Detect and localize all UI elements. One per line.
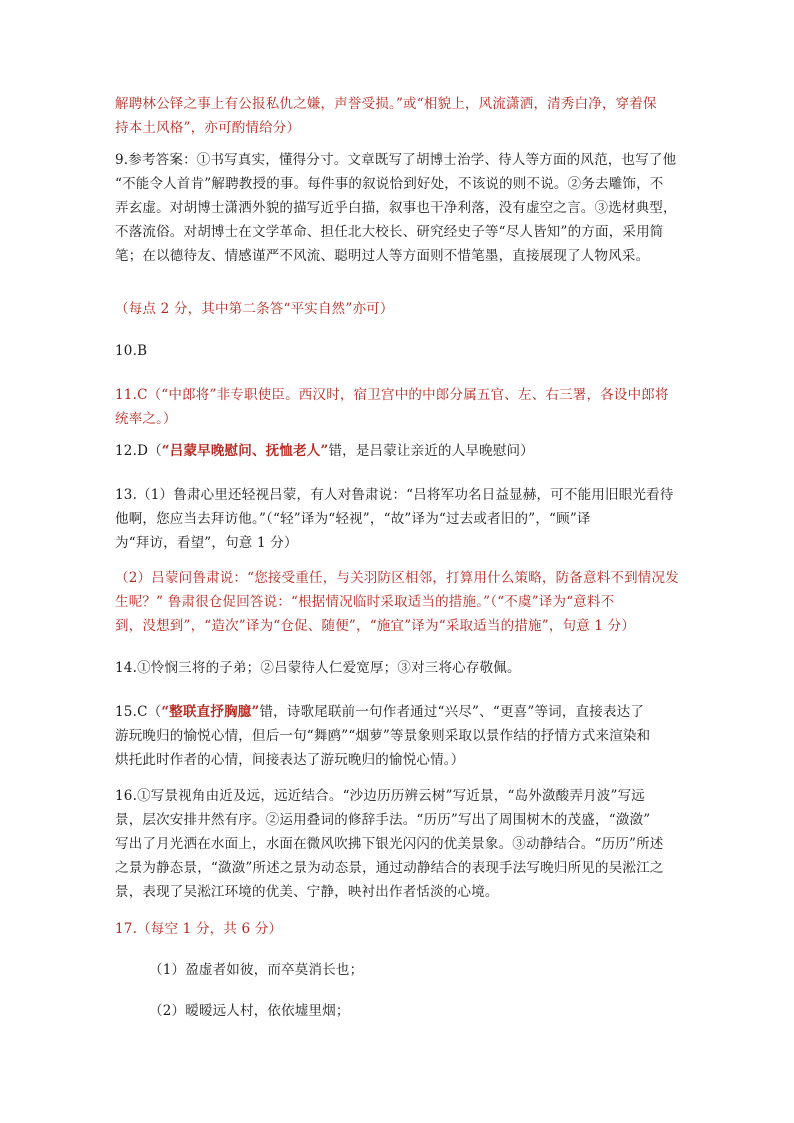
q9-line: 不落流俗。对胡博士在文学革命、担任北大校长、研究经史子等“尽人皆知”的方面，采用简 bbox=[115, 224, 664, 240]
q16-line: 写出了月光洒在水面上，水面在微风吹拂下银光闪闪的优美景象。③动静结合。“历历”所述 bbox=[115, 836, 664, 852]
q15-line-2: 游玩晚归的愉悦心情，但后一句“舞鸥”“烟萝”等景象则采取以景作结的抒情方式来渲染和 bbox=[115, 728, 651, 744]
top-line-2: 持本土风格”，亦可酌情给分） bbox=[115, 120, 301, 136]
q15-prefix: 15.C（ bbox=[115, 704, 162, 720]
answer-q13-part2 bbox=[115, 566, 685, 638]
q15-line-3: 烘托此时作者的心情，间接表达了游玩晚归的愉悦心情。） bbox=[115, 752, 465, 768]
q9-line: 弄玄虚。对胡博士潇洒外貌的描写近乎白描，叙事也干净利落，没有虚空之言。③选材典型， bbox=[115, 200, 677, 216]
q13-line: 13.（1）鲁肃心里还轻视吕蒙，有人对鲁肃说：“吕将军功名日益显赫，可不能用旧眼光看待 bbox=[115, 487, 674, 503]
answer-q17-item: （2）暧暧远人村，依依墟里烟； bbox=[149, 1003, 350, 1019]
q16-line: 之景为静态景，“潋潋”所述之景为动态景，通过动静结合的表现手法写晚归所见的吴淞江之 bbox=[115, 860, 664, 876]
answer-q10: 10.B bbox=[115, 343, 148, 359]
q9-scoring-note: （每点 2 分，其中第二条答“平实自然”亦可） bbox=[115, 301, 394, 317]
q9-line: 9.参考答案：①书写真实，懂得分寸。文章既写了胡博士治学、待人等方面的风范，也写了他 bbox=[115, 152, 677, 168]
top-continuation bbox=[115, 92, 685, 140]
answer-q15 bbox=[115, 700, 685, 772]
q13-line: （2）吕蒙问鲁肃说：“您接受重任，与关羽防区相邻，打算用什么策略，防备意料不到情况发 bbox=[115, 570, 679, 586]
q9-line: 笔；在以德待友、情感谨严不风流、聪明过人等方面则不惜笔墨，直接展现了人物风采。 bbox=[115, 248, 650, 264]
answer-q12 bbox=[115, 439, 685, 463]
q9-line: “不能令人首肯”解聘教授的事。每件事的叙说恰到好处，不该说的则不说。②务去雕饰，不 bbox=[115, 176, 664, 192]
q12-suffix: 错，是吕蒙让亲近的人早晚慰问） bbox=[328, 443, 534, 459]
answer-q13-part1 bbox=[115, 483, 685, 555]
q15-quote: “整联直抒胸臆” bbox=[161, 704, 260, 720]
answer-q17-item: （1）盈虚者如彼，而卒莫消长也； bbox=[149, 962, 364, 978]
q12-quote: “吕蒙早晚慰问、抚恤老人” bbox=[161, 443, 329, 459]
q13-line: 到，没想到”，“造次”译为“仓促、随便”，“施宜”译为“采取适当的措施”，句意 1 分） bbox=[115, 618, 636, 634]
answer-q16 bbox=[115, 784, 685, 904]
q11-line-2: 统率之。） bbox=[115, 411, 177, 427]
answer-q14: 14.①怜悯三将的子弟；②吕蒙待人仁爱宽厚；③对三将心存敬佩。 bbox=[115, 660, 521, 676]
answer-q9 bbox=[115, 148, 685, 268]
q15-rest: 错，诗歌尾联前一句作者通过“兴尽”、“更喜”等词，直接表达了 bbox=[259, 704, 645, 720]
q16-line: 景，表现了吴淞江环境的优美、宁静，映衬出作者恬淡的心境。 bbox=[115, 884, 499, 900]
answer-q17-header: 17.（每空 1 分，共 6 分） bbox=[115, 921, 283, 937]
q16-line: 景，层次安排井然有序。②运用叠词的修辞手法。“历历”写出了周围树木的茂盛，“潋潋” bbox=[115, 812, 651, 828]
q11-line-1: 11.C（“中郎将”非专职使臣。西汉时，宿卫宫中的中郎分属五官、左、右三署，各设中郎将 bbox=[115, 387, 669, 403]
answer-q11 bbox=[115, 383, 685, 431]
top-line-1: 解聘林公铎之事上有公报私仇之嫌，声誉受损。”或“相貌上，风流潇洒，清秀白净，穿着保 bbox=[115, 96, 657, 112]
q16-line: 16.①写景视角由近及远，远近结合。“沙边历历辨云树”写近景，“岛外潋酸弄月波”写远 bbox=[115, 788, 645, 804]
q12-prefix: 12.D（ bbox=[115, 443, 162, 459]
q13-line: 为“拜访，看望”，句意 1 分） bbox=[115, 535, 298, 551]
q13-line: 他啊，您应当去拜访他。”（“轻”译为“轻视”，“故”译为“过去或者旧的”，“顾”译 bbox=[115, 511, 591, 527]
q13-line: 生呢？” 鲁肃很仓促回答说：“根据情况临时采取适当的措施。”（“不虞”译为“意料不 bbox=[115, 594, 615, 610]
